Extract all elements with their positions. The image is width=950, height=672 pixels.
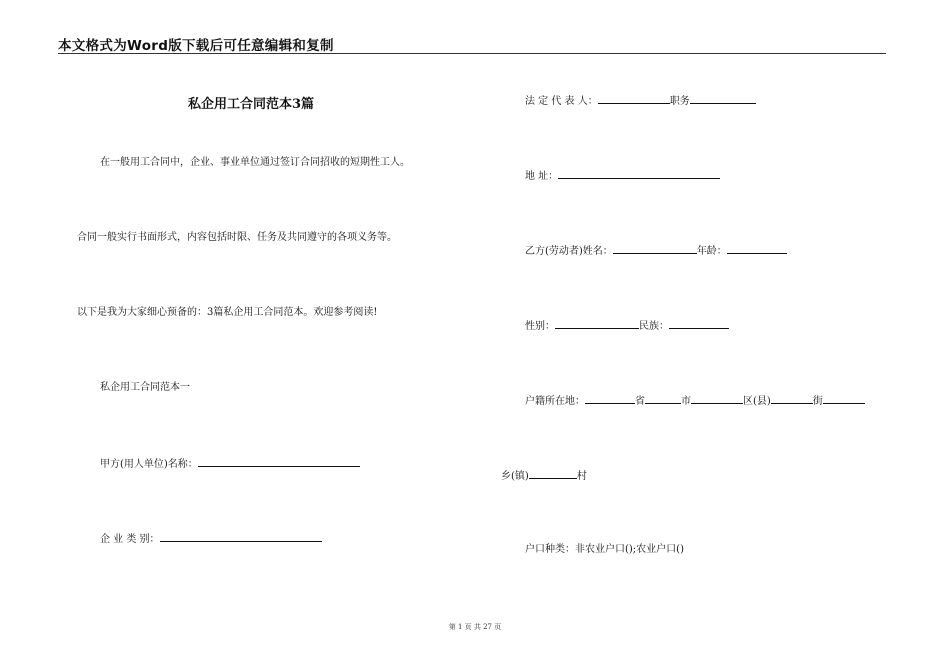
- section-heading-1: 私企用工合同范本一: [100, 382, 190, 393]
- page-footer: 第 1 页 共 27 页: [448, 623, 502, 631]
- party-b-name-blank: [613, 243, 697, 254]
- district-blank: [691, 393, 743, 404]
- position-label: 职务: [669, 96, 690, 107]
- age-blank: [727, 243, 787, 254]
- party-a-name-blank: [198, 456, 360, 467]
- street-trailing-blank: [823, 393, 865, 404]
- gender-row: [525, 318, 729, 334]
- party-a-name-label: 甲方(用人单位)名称：: [100, 459, 198, 470]
- intro-paragraph-2: 合同一般实行书面形式，内容包括时限、任务及共同遵守的各项义务等。: [77, 232, 397, 243]
- header-divider: [58, 53, 886, 54]
- gender-label: 性别：: [525, 321, 555, 332]
- township-row: [501, 468, 587, 484]
- position-blank: [690, 93, 756, 104]
- township-label: 乡(镇): [501, 471, 529, 482]
- intro-paragraph-3: 以下是我为大家细心预备的：3篇私企用工合同范本。欢迎参考阅读!: [77, 307, 378, 318]
- legal-rep-row: [525, 93, 756, 109]
- address-row: [525, 168, 720, 184]
- age-label: 年龄：: [696, 246, 727, 257]
- hukou-type-row: 户口种类：非农业户口();农业户口(): [525, 544, 684, 555]
- address-label: 地 址：: [525, 171, 559, 182]
- township-blank: [529, 468, 577, 479]
- ethnicity-label: 民族：: [639, 321, 669, 332]
- enterprise-type-row: [100, 531, 322, 547]
- enterprise-type-label: 企 业 类 别：: [100, 534, 160, 545]
- legal-rep-label: 法 定 代 表 人：: [525, 96, 598, 107]
- province-blank: [585, 393, 635, 404]
- ethnicity-blank: [669, 318, 729, 329]
- street-label: 街: [812, 396, 823, 407]
- party-a-name-row: [100, 456, 360, 472]
- household-row: [525, 393, 865, 409]
- gender-blank: [555, 318, 639, 329]
- city-blank: [645, 393, 681, 404]
- enterprise-type-blank: [160, 531, 322, 542]
- party-b-name-row: [525, 243, 787, 259]
- intro-paragraph-1: 在一般用工合同中，企业、事业单位通过签订合同招收的短期性工人。: [100, 157, 410, 168]
- province-label: 省: [635, 396, 645, 407]
- legal-rep-blank: [598, 93, 670, 104]
- street-blank: [771, 393, 813, 404]
- district-label: 区(县): [743, 396, 771, 407]
- document-header: 本文格式为Word版下载后可任意编辑和复制: [58, 38, 334, 54]
- city-label: 市: [681, 396, 691, 407]
- party-b-name-label: 乙方(劳动者)姓名：: [525, 246, 613, 257]
- household-label: 户籍所在地：: [525, 396, 585, 407]
- document-title: 私企用工合同范本3篇: [188, 97, 315, 112]
- address-blank: [558, 168, 720, 179]
- village-label: 村: [576, 471, 587, 482]
